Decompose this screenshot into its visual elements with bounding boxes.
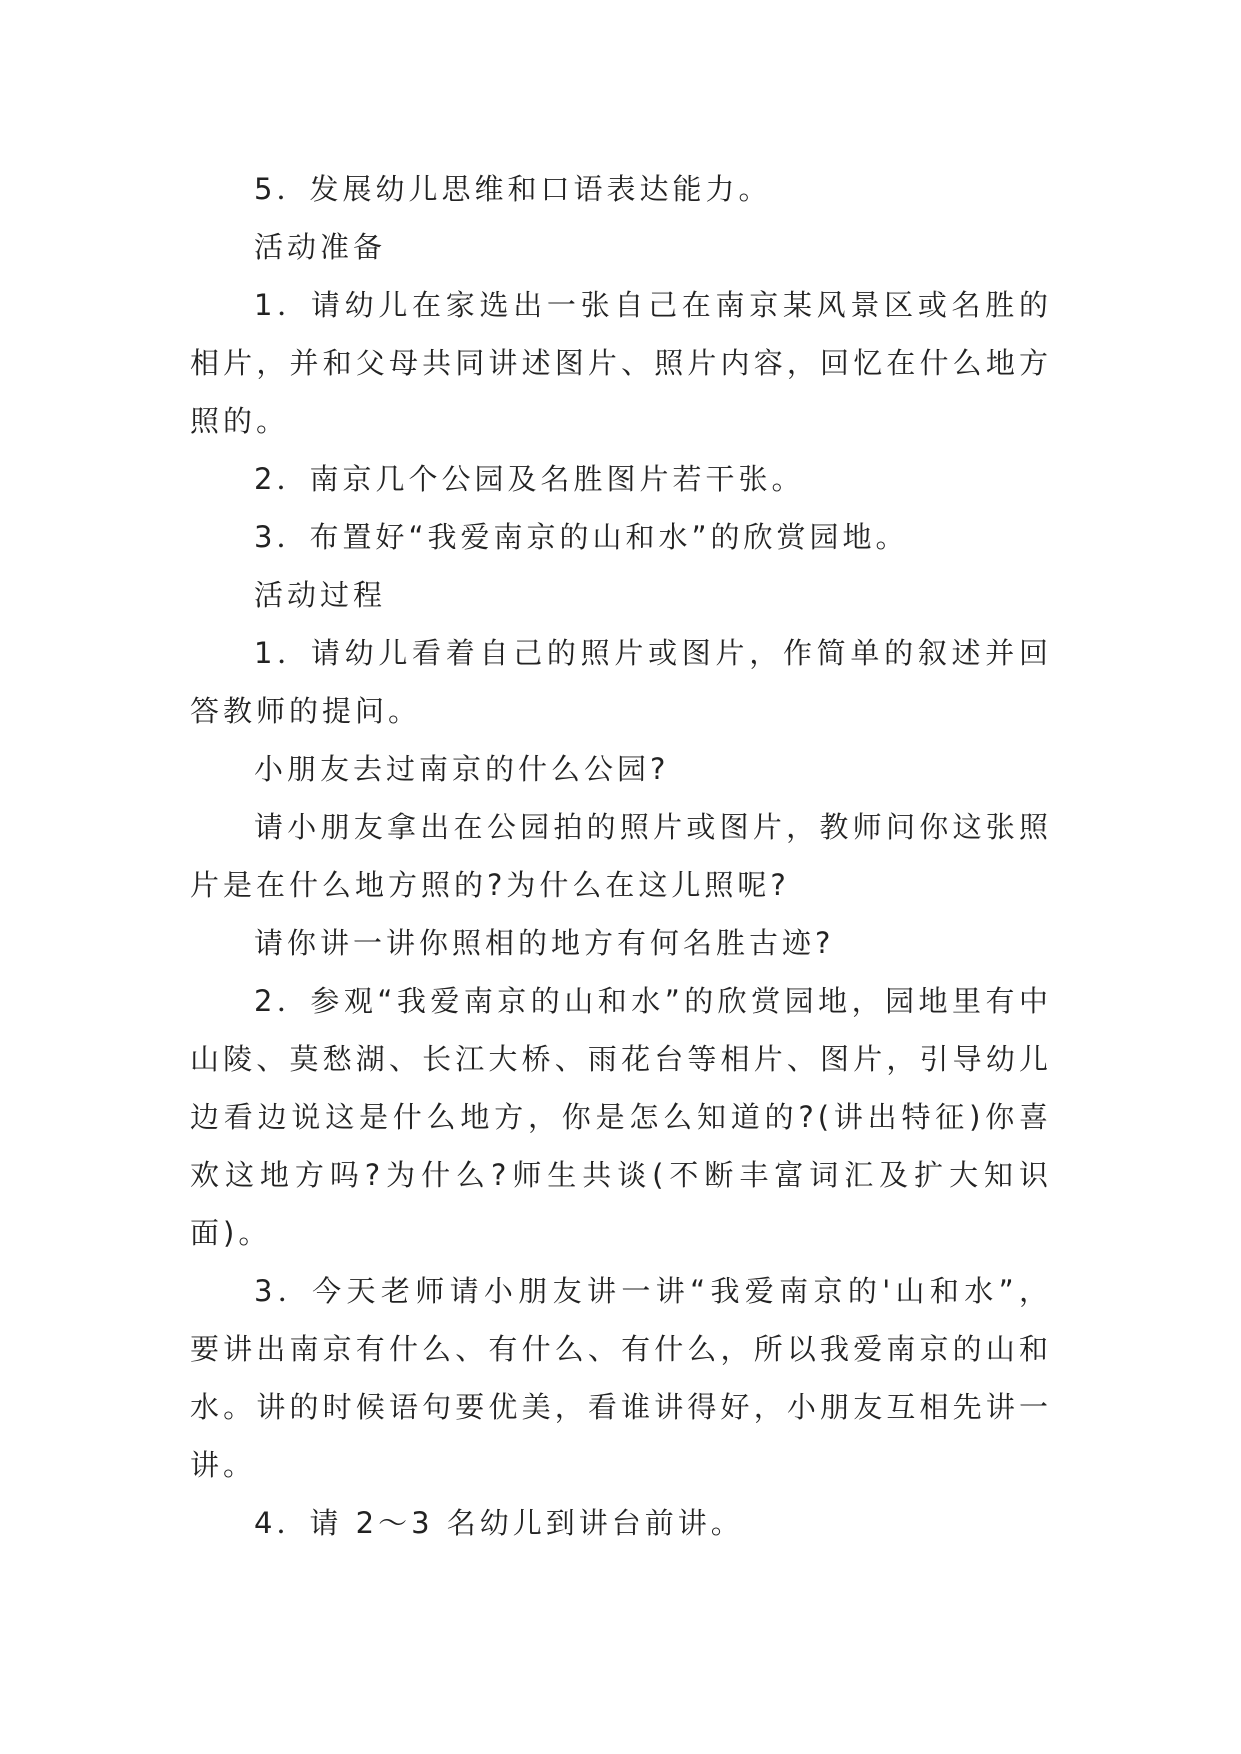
heading-activity-preparation: 活动准备 <box>254 230 387 264</box>
heading-activity-process: 活动过程 <box>254 578 387 612</box>
paragraph-process-2: 2．参观“我爱南京的山和水”的欣赏园地，园地里有中山陵、莫愁湖、长江大桥、雨花台等相片、图片，引导幼儿边看边说这是什么地方，你是怎么知道的?(讲出特征)你喜欢这地方吗?为什么?师生共谈(不断丰富词汇及扩大知识面)。 <box>190 984 1052 1250</box>
paragraph-question-2: 请小朋友拿出在公园拍的照片或图片，教师问你这张照片是在什么地方照的?为什么在这儿照呢? <box>190 810 1052 902</box>
paragraph-question-1: 小朋友去过南京的什么公园? <box>254 752 670 786</box>
paragraph-goal-5: 5．发展幼儿思维和口语表达能力。 <box>254 172 772 206</box>
paragraph-prep-2: 2．南京几个公园及名胜图片若干张。 <box>254 462 805 496</box>
document-body <box>190 160 1052 1552</box>
paragraph-process-1: 1．请幼儿看着自己的照片或图片，作简单的叙述并回答教师的提问。 <box>190 636 1052 728</box>
paragraph-question-3: 请你讲一讲你照相的地方有何名胜古迹? <box>254 926 835 960</box>
paragraph-prep-3: 3．布置好“我爱南京的山和水”的欣赏园地。 <box>254 520 909 554</box>
paragraph-prep-1: 1．请幼儿在家选出一张自己在南京某风景区或名胜的相片，并和父母共同讲述图片、照片内容，回忆在什么地方照的。 <box>190 288 1052 438</box>
paragraph-process-3: 3．今天老师请小朋友讲一讲“我爱南京的'山和水”，要讲出南京有什么、有什么、有什么，所以我爱南京的山和水。讲的时候语句要优美，看谁讲得好，小朋友互相先讲一讲。 <box>190 1274 1052 1482</box>
paragraph-process-4: 4．请 2～3 名幼儿到讲台前讲。 <box>254 1506 744 1540</box>
